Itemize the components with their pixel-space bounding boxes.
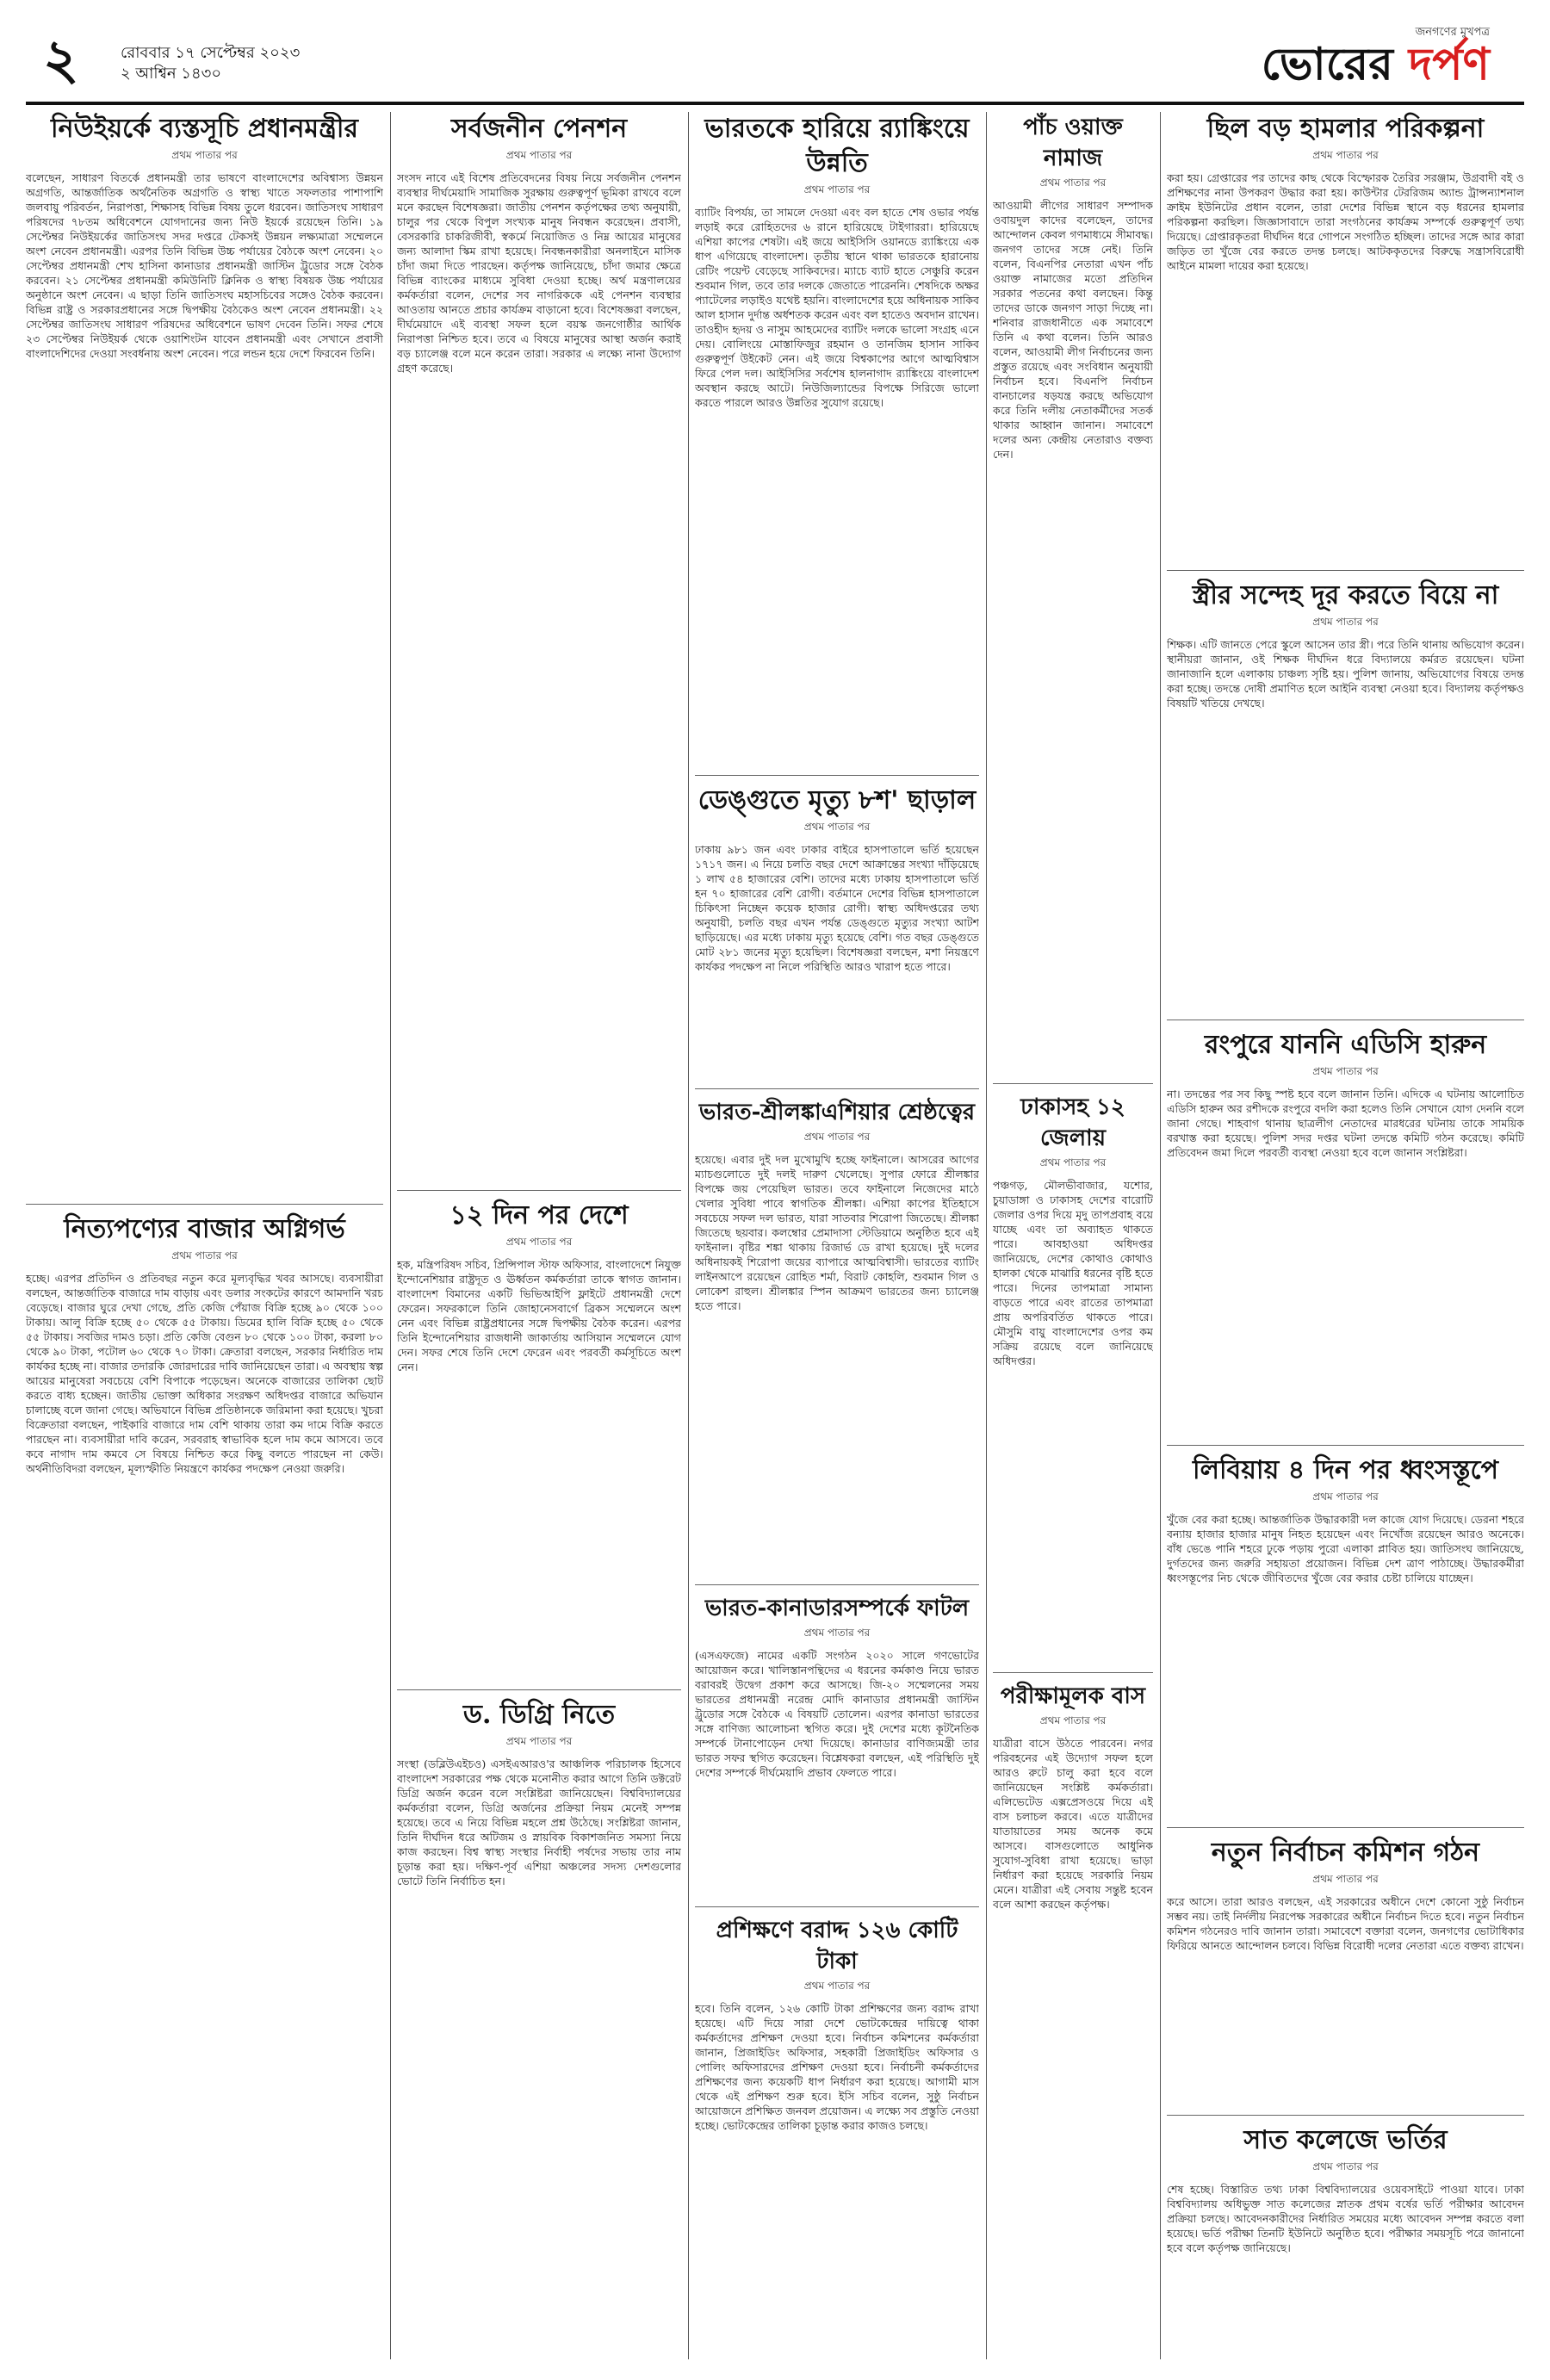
story-market-price	[26, 1212, 383, 2359]
story-body: হচ্ছে। এরপর প্রতিদিন ও প্রতিবছর নতুন করে মূল্যবৃদ্ধির খবর আসছে। ব্যবসায়ীরা বলছেন, আন্তর্জাতিক বাজারে দাম বাড়ায় এবং ডলার সংকটের কারণে আমদানি খরচ বেড়েছে। বাজার ঘুরে দেখা গেছে, প্রতি কেজি পেঁয়াজ বিক্রি হচ্ছে ৯০ থেকে ১০০ টাকায়। আলু বিক্রি হচ্ছে ৫০ থেকে ৫৫ টাকায়। ডিমের হালি বিক্রি হচ্ছে ৫০ থেকে ৫৫ টাকায়। সবজির দামও চড়া। প্রতি কেজি বেগুন ৮০ থেকে ১০০ টাকা, করলা ৮০ থেকে ৯০ টাকা, পটোল ৬০ থেকে ৭০ টাকা। ক্রেতারা বলছেন, সরকার নির্ধারিত দাম কার্যকর হচ্ছে না। বাজার তদারকি জোরদারের দাবি জানিয়েছেন তারা। এ অবস্থায় স্বল্প আয়ের মানুষেরা সবচেয়ে বেশি বিপাকে পড়েছেন। অনেকে বাজারের তালিকা ছোট করতে বাধ্য হচ্ছেন। জাতীয় ভোক্তা অধিকার সংরক্ষণ অধিদপ্তর বাজারে অভিযান চালাচ্ছে বলে জানা গেছে। অভিযানে বিভিন্ন প্রতিষ্ঠানকে জরিমানা করা হয়েছে। খুচরা বিক্রেতারা বলছেন, পাইকারি বাজারে দাম বেশি থাকায় তারা কম দামে বিক্রি করতে পারছেন না। ব্যবসায়ীরা দাবি করেন, সরবরাহ স্বাভাবিক হলে দাম কমে আসবে। তবে কবে নাগাদ দাম কমবে সে বিষয়ে নিশ্চিত করে কিছু বলতে পারছেন না কেউ। অর্থনীতিবিদরা বলছেন, মূল্যস্ফীতি নিয়ন্ত্রণে কার্যকর পদক্ষেপ নেওয়া জরুরি।	[26, 1272, 383, 1475]
column-rule	[1160, 112, 1161, 2359]
story-headline: ভারত-শ্রীলঙ্কাএশিয়ার শ্রেষ্ঠত্বের	[698, 1100, 976, 1125]
story-headline: সাত কলেজে ভর্তির	[1243, 2125, 1448, 2155]
story-seven-colleges	[1167, 2123, 1524, 2359]
story-kicker: প্রথম পাতার পর	[171, 149, 238, 161]
page-number: ২	[43, 28, 79, 92]
story-divider	[695, 1906, 979, 1907]
story-body: (এসএফজে) নামের একটি সংগঠন ২০২০ সালে গণভোটের আয়োজন করে। খালিস্তানপন্থিদের এ ধরনের কর্মকাণ্ড নিয়ে ভারত বরাবরই উদ্বেগ প্রকাশ করে আসছে। জি-২০ সম্মেলনের সময় ভারতের প্রধানমন্ত্রী নরেন্দ্র মোদি কানাডার প্রধানমন্ত্রী জাস্টিন ট্রুডোর সঙ্গে বৈঠকে এ বিষয়টি তোলেন। এরপর কানাডা ভারতের সঙ্গে বাণিজ্য আলোচনা স্থগিত করে। দুই দেশের মধ্যে কূটনৈতিক সম্পর্কে টানাপোড়েন দেখা দিয়েছে। কানাডার বাণিজ্যমন্ত্রী তার ভারত সফর স্থগিত করেছেন। বিশ্লেষকরা বলছেন, এই পরিস্থিতি দুই দেশের সম্পর্কে দীর্ঘমেয়াদি প্রভাব ফেলতে পারে।	[695, 1649, 979, 1779]
story-body: ঢাকায় ৯৮১ জন এবং ঢাকার বাইরে হাসপাতালে ভর্তি হয়েছেন ১৭১৭ জন। এ নিয়ে চলতি বছর দেশে আক্রান্তের সংখ্যা দাঁড়িয়েছে ১ লাখ ৫৪ হাজারের বেশি। তাদের মধ্যে ঢাকায় হাসপাতালে ভর্তি হন ৭০ হাজারের বেশি রোগী। বর্তমানে দেশের বিভিন্ন হাসপাতালে চিকিৎসা নিচ্ছেন কয়েক হাজার রোগী। স্বাস্থ্য অধিদপ্তরের তথ্য অনুযায়ী, চলতি বছর এখন পর্যন্ত ডেঙ্গুতে মৃত্যুর সংখ্যা আটশ ছাড়িয়েছে। এর মধ্যে ঢাকায় মৃত্যু হয়েছে বেশি। গত বছর ডেঙ্গুতে মোট ২৮১ জনের মৃত্যু হয়েছিল। বিশেষজ্ঞরা বলছেন, মশা নিয়ন্ত্রণে কার্যকর পদক্ষেপ না নিলে পরিস্থিতি আরও খারাপ হতে পারে।	[695, 843, 979, 973]
story-kicker: প্রথম পাতার পর	[803, 1627, 871, 1639]
story-body: শিক্ষক। এটি জানতে পেরে স্কুলে আসেন তার স্ত্রী। পরে তিনি থানায় অভিযোগ করেন। স্থানীয়রা জানান, ওই শিক্ষক দীর্ঘদিন ধরে বিদ্যালয়ে কর্মরত রয়েছেন। ঘটনা জানাজানি হলে এলাকায় চাঞ্চল্য সৃষ্টি হয়। পুলিশ জানায়, অভিযোগের বিষয়ে তদন্ত করা হচ্ছে। তদন্তে দোষী প্রমাণিত হলে আইনি ব্যবস্থা নেওয়া হবে। বিদ্যালয় কর্তৃপক্ষও বিষয়টি খতিয়ে দেখছে।	[1167, 638, 1524, 710]
story-kicker: প্রথম পাতার পর	[1312, 1491, 1379, 1503]
story-big-attack-plan	[1167, 112, 1524, 567]
story-body: আওয়ামী লীগের সাধারণ সম্পাদক ওবায়দুল কাদের বলেছেন, তাদের আন্দোলন কেবল গণমাধ্যমে সীমাবদ্ধ। জনগণ তাদের সঙ্গে নেই। তিনি বলেন, বিএনপির নেতারা এখন পাঁচ ওয়াক্ত নামাজের মতো প্রতিদিন সরকার পতনের কথা বলছেন। কিন্তু তাদের ডাকে জনগণ সাড়া দিচ্ছে না। শনিবার রাজধানীতে এক সমাবেশে তিনি এ কথা বলেন। তিনি আরও বলেন, আওয়ামী লীগ নির্বাচনের জন্য প্রস্তুত রয়েছে এবং সংবিধান অনুযায়ী নির্বাচন হবে। বিএনপি নির্বাচন বানচালের ষড়যন্ত্র করছে অভিযোগ করে তিনি দলীয় নেতাকর্মীদের সতর্ক থাকার আহ্বান জানান। সমাবেশে দলের অন্য কেন্দ্রীয় নেতারাও বক্তব্য দেন।	[993, 199, 1153, 461]
story-headline: ভারত-কানাডারসম্পর্কে ফাটল	[704, 1596, 970, 1621]
story-kicker: প্রথম পাতার পর	[171, 1249, 238, 1261]
story-body: না। তদন্তের পর সব কিছু স্পষ্ট হবে বলে জানান তিনি। এদিকে এ ঘটনায় আলোচিত এডিসি হারুন অর রশীদকে রংপুরে বদলি করা হলেও তিনি সেখানে যোগ দেননি বলে জানা গেছে। শাহবাগ থানায় ছাত্রলীগ নেতাদের মারধরের ঘটনায় তাকে সাময়িক বরখাস্ত করা হয়েছে। পুলিশ সদর দপ্তর ঘটনা তদন্তে কমিটি গঠন করেছে। কমিটি প্রতিবেদন জমা দিলে পরবর্তী ব্যবস্থা নেওয়া হবে বলে জানান সংশ্লিষ্টরা।	[1167, 1088, 1524, 1159]
story-headline: প্রশিক্ষণে বরাদ্দ ১২৬ কোটি টাকা	[716, 1918, 958, 1974]
story-kicker: প্রথম পাতার পর	[505, 149, 573, 161]
story-india-canada	[695, 1593, 979, 1903]
column-rule	[986, 112, 987, 2359]
masthead	[26, 17, 1524, 112]
brand-tagline: জনগণের মুখপত্র	[1415, 26, 1490, 39]
story-divider	[695, 775, 979, 776]
story-headline: স্ত্রীর সন্দেহ দূর করতে বিয়ে না	[1192, 580, 1499, 610]
story-dhaka-12-districts	[993, 1092, 1153, 1669]
story-new-ec	[1167, 1836, 1524, 2111]
masthead-divider	[26, 102, 1524, 105]
story-five-prayers	[993, 112, 1153, 1080]
story-libya-ruins	[1167, 1453, 1524, 1824]
story-body: পঞ্চগড়, মৌলভীবাজার, যশোর, চুয়াডাঙ্গা ও ঢাকাসহ দেশের বারোটি জেলার ওপর দিয়ে মৃদু তাপপ্রবাহ বয়ে যাচ্ছে এবং তা অব্যাহত থাকতে পারে। আবহাওয়া অধিদপ্তর জানিয়েছে, দেশের কোথাও কোথাও হালকা থেকে মাঝারি ধরনের বৃষ্টি হতে পারে। দিনের তাপমাত্রা সামান্য বাড়তে পারে এবং রাতের তাপমাত্রা প্রায় অপরিবর্তিত থাকতে পারে। মৌসুমি বায়ু বাংলাদেশের ওপর কম সক্রিয় রয়েছে বলে জানিয়েছে অধিদপ্তর।	[993, 1179, 1153, 1367]
story-body: হয়েছে। এবার দুই দল মুখোমুখি হচ্ছে ফাইনালে। আসরের আগের ম্যাচগুলোতে দুই দলই দারুণ খেলেছে। সুপার ফোরে শ্রীলঙ্কার বিপক্ষে জয় পেয়েছিল ভারত। তবে ফাইনালে নিজেদের মাঠে খেলার সুবিধা পাবে স্বাগতিক শ্রীলঙ্কা। এশিয়া কাপের ইতিহাসে সবচেয়ে সফল দল ভারত, যারা সাতবার শিরোপা জিতেছে। শ্রীলঙ্কা জিতেছে ছয়বার। কলম্বোর প্রেমাদাসা স্টেডিয়ামে অনুষ্ঠিত হবে এই ফাইনাল। বৃষ্টির শঙ্কা থাকায় রিজার্ভ ডে রাখা হয়েছে। দুই দলের অধিনায়কই শিরোপা জয়ের ব্যাপারে আত্মবিশ্বাসী। ভারতের ব্যাটিং লাইনআপে রয়েছেন রোহিত শর্মা, বিরাট কোহলি, শুবমান গিল ও লোকেশ রাহুল। শ্রীলঙ্কার স্পিন আক্রমণ ভারতের জন্য চ্যালেঞ্জ হতে পারে।	[695, 1153, 979, 1312]
column-rule	[390, 112, 391, 2359]
story-headline: লিবিয়ায় ৪ দিন পর ধ্বংসস্তূপে	[1193, 1455, 1498, 1485]
story-kicker: প্রথম পাতার পর	[1312, 2160, 1379, 2172]
newspaper-logo	[1261, 24, 1490, 90]
story-headline: ছিল বড় হামলার পরিকল্পনা	[1206, 114, 1485, 144]
story-headline: ডেঙ্গুতে মৃত্যু ৮শ' ছাড়াল	[698, 785, 976, 815]
story-kicker: প্রথম পাতার পর	[803, 183, 871, 195]
story-kicker: প্রথম পাতার পর	[505, 1735, 573, 1747]
story-training-budget	[695, 1915, 979, 2359]
story-experimental-bus	[993, 1681, 1153, 2359]
story-kicker: প্রথম পাতার পর	[1312, 616, 1379, 628]
story-body: ব্যাটিং বিপর্যয়, তা সামলে দেওয়া এবং বল হাতে শেষ ওভার পর্যন্ত লড়াই করে রোহিতদের ৬ রানে হারিয়েছে টাইগাররা। হারিয়েছে এশিয়া কাপের শেষটা। এই জয়ে আইসিসি ওয়ানডে র‌্যাঙ্কিংয়ে এক ধাপ এগিয়েছে বাংলাদেশ। তৃতীয় স্থানে থাকা ভারতকে হারানোয় রেটিং পয়েন্ট বেড়েছে সাকিবদের। ম্যাচে ব্যাট হাতে সেঞ্চুরি করেন শুবমান গিল, তবে তার দলকে জেতাতে পারেননি। শেষদিকে অক্ষর প্যাটেলের লড়াইও যথেষ্ট হয়নি। বাংলাদেশের হয়ে অধিনায়ক সাকিব আল হাসান দুর্দান্ত অর্ধশতক করেন এবং বল হাতেও অবদান রাখেন। তাওহীদ হৃদয় ও নাসুম আহমেদের ব্যাটিং দলকে ভালো সংগ্রহ এনে দেয়। বোলিংয়ে মোস্তাফিজুর রহমান ও তানজিম হাসান সাকিব গুরুত্বপূর্ণ উইকেট নেন। এই জয়ে বিশ্বকাপের আগে আত্মবিশ্বাস ফিরে পেল দল। আইসিসির সর্বশেষ হালনাগাদ র‌্যাঙ্কিংয়ে বাংলাদেশ অবস্থান করছে আটে। নিউজিল্যান্ডের বিপক্ষে সিরিজে ভালো করতে পারলে আরও উন্নতির সুযোগ রয়েছে।	[695, 206, 979, 409]
story-headline: ভারতকে হারিয়ে র‌্যাঙ্কিংয়ে উন্নতি	[704, 114, 970, 178]
story-body: হক, মন্ত্রিপরিষদ সচিব, প্রিন্সিপাল স্টাফ অফিসার, বাংলাদেশে নিযুক্ত ইন্দোনেশিয়ার রাষ্ট্রদূত ও ঊর্ধ্বতন কর্মকর্তারা তাকে স্বাগত জানান। বাংলাদেশ বিমানের একটি ভিভিআইপি ফ্লাইটে প্রধানমন্ত্রী দেশে ফেরেন। সফরকালে তিনি জোহানেসবার্গে ব্রিকস সম্মেলনে অংশ নেন এবং বিভিন্ন রাষ্ট্রপ্রধানের সঙ্গে দ্বিপক্ষীয় বৈঠক করেন। এরপর তিনি ইন্দোনেশিয়ার রাজধানী জাকার্তায় আসিয়ান সম্মেলনে যোগ দেন। সফর শেষে তিনি দেশে ফেরেন এবং পরবর্তী কর্মসূচিতে অংশ নেন।	[397, 1258, 681, 1373]
brand-name-part2: দর্পণ	[1392, 38, 1490, 90]
story-kicker: প্রথম পাতার পর	[1312, 149, 1379, 161]
story-headline: ১২ দিন পর দেশে	[450, 1200, 629, 1230]
brand-name	[1261, 38, 1490, 90]
story-divider	[1167, 1827, 1524, 1828]
story-sri-lanka	[695, 1097, 979, 1581]
story-headline: নিউইয়র্কে ব্যস্তসূচি প্রধানমন্ত্রীর	[50, 114, 358, 144]
story-divider	[695, 1088, 979, 1089]
story-body: হবে। তিনি বলেন, ১২৬ কোটি টাকা প্রশিক্ষণের জন্য বরাদ্দ রাখা হয়েছে। এটি দিয়ে সারা দেশে ভোটকেন্দ্রের দায়িত্বে থাকা কর্মকর্তাদের প্রশিক্ষণ দেওয়া হবে। নির্বাচন কমিশনের কর্মকর্তারা জানান, প্রিজাইডিং অফিসার, সহকারী প্রিজাইডিং অফিসার ও পোলিং অফিসারদের প্রশিক্ষণ দেওয়া হবে। নির্বাচনী কর্মকর্তাদের প্রশিক্ষণের জন্য কয়েকটি ধাপ নির্ধারণ করা হয়েছে। আগামী মাস থেকে এই প্রশিক্ষণ শুরু হবে। ইসি সচিব বলেন, সুষ্ঠু নির্বাচন আয়োজনে প্রশিক্ষিত জনবল প্রয়োজন। এ লক্ষ্যে সব প্রস্তুতি নেওয়া হচ্ছে। ভোটকেন্দ্রের তালিকা চূড়ান্ত করার কাজও চলছে।	[695, 2002, 979, 2132]
story-kicker: প্রথম পাতার পর	[803, 1131, 871, 1143]
story-body: খুঁজে বের করা হচ্ছে। আন্তর্জাতিক উদ্ধারকারী দল কাজে যোগ দিয়েছে। ডেরনা শহরে বন্যায় হাজার হাজার মানুষ নিহত হয়েছেন এবং নিখোঁজ রয়েছেন আরও অনেকে। বাঁধ ভেঙে পানি শহরে ঢুকে পড়ায় পুরো এলাকা প্লাবিত হয়। জাতিসংঘ জানিয়েছে, দুর্গতদের জন্য জরুরি সহায়তা প্রয়োজন। বিভিন্ন দেশ ত্রাণ পাঠাচ্ছে। উদ্ধারকর্মীরা ধ্বংসস্তূপের নিচ থেকে জীবিতদের খুঁজে বের করার চেষ্টা চালিয়ে যাচ্ছেন।	[1167, 1513, 1524, 1584]
story-divider	[1167, 1445, 1524, 1446]
story-doctorate	[397, 1698, 681, 2359]
story-pm-new-york	[26, 112, 383, 1201]
story-divider	[26, 1204, 383, 1205]
story-kicker: প্রথম পাতার পর	[1039, 1156, 1107, 1168]
story-divider	[993, 1672, 1153, 1673]
story-kicker: প্রথম পাতার পর	[1039, 1714, 1107, 1726]
story-kicker: প্রথম পাতার পর	[1312, 1065, 1379, 1077]
date-box	[121, 43, 379, 84]
story-body: সংসদ নাবে এই বিশেষ প্রতিবেদনের বিষয় নিয়ে সর্বজনীন পেনশন ব্যবস্থার দীর্ঘমেয়াদি সামাজিক সুরক্ষায় গুরুত্বপূর্ণ ভূমিকা রাখবে বলে মনে করছেন বিশেষজ্ঞরা। জাতীয় পেনশন কর্তৃপক্ষের তথ্য অনুযায়ী, চালুর পর থেকে বিপুল সংখ্যক মানুষ নিবন্ধন করেছেন। প্রবাসী, বেসরকারি চাকরিজীবী, স্বকর্মে নিয়োজিত ও নিম্ন আয়ের মানুষের জন্য আলাদা স্কিম রাখা হয়েছে। নিবন্ধনকারীরা অনলাইনে মাসিক চাঁদা জমা দিতে পারছেন। কর্তৃপক্ষ জানিয়েছে, চাঁদা জমার ক্ষেত্রে বিভিন্ন ব্যাংকের মাধ্যমে সুবিধা দেওয়া হচ্ছে। অর্থ মন্ত্রণালয়ের কর্মকর্তারা বলেন, দেশের সব নাগরিককে এই পেনশন ব্যবস্থার আওতায় আনতে প্রচার কার্যক্রম বাড়ানো হবে। বিশেষজ্ঞরা বলছেন, দীর্ঘমেয়াদে এই ব্যবস্থা সফল হলে বয়স্ক জনগোষ্ঠীর আর্থিক নিরাপত্তা নিশ্চিত হবে। তবে এ বিষয়ে মানুষের আস্থা অর্জন করাই বড় চ্যালেঞ্জ বলে মনে করেন তারা। সরকার এ লক্ষ্যে নানা উদ্যোগ গ্রহণ করেছে।	[397, 171, 681, 375]
story-pension	[397, 112, 681, 1187]
story-headline: ড. ডিগ্রি নিতে	[462, 1700, 616, 1730]
story-dengue	[695, 784, 979, 1085]
story-divider	[397, 1190, 681, 1191]
story-divider	[695, 1584, 979, 1585]
story-headline: পরীক্ষামূলক বাস	[1000, 1683, 1146, 1709]
story-headline: নিত্যপণ্যের বাজার অগ্নিগর্ভ	[64, 1214, 345, 1244]
date-gregorian: রোববার ১৭ সেপ্টেম্বর ২০২৩	[121, 44, 301, 62]
story-body: যাত্রীরা বাসে উঠতে পারবেন। নগর পরিবহনের এই উদ্যোগ সফল হলে আরও রুটে চালু করা হবে বলে জানিয়েছেন সংশ্লিষ্ট কর্মকর্তারা। এলিভেটেড এক্সপ্রেসওয়ে দিয়ে এই বাস চলাচল করবে। এতে যাত্রীদের যাতায়াতের সময় অনেক কমে আসবে। বাসগুলোতে আধুনিক সুযোগ-সুবিধা রাখা হয়েছে। ভাড়া নির্ধারণ করা হয়েছে সরকারি নিয়ম মেনে। যাত্রীরা এই সেবায় সন্তুষ্ট হবেন বলে আশা করছেন কর্তৃপক্ষ।	[993, 1737, 1153, 1911]
story-divider	[1167, 2115, 1524, 2116]
story-headline: নতুন নির্বাচন কমিশন গঠন	[1211, 1838, 1480, 1868]
story-body: সংস্থা (ডব্লিউএইচও) এসইএআরও'র আঞ্চলিক পরিচালক হিসেবে বাংলাদেশ সরকারের পক্ষ থেকে মনোনীত করার আগে তিনি ডক্টরেট ডিগ্রি অর্জন করেন বলে সংশ্লিষ্টরা জানিয়েছেন। বিশ্ববিদ্যালয়ের কর্মকর্তারা বলেন, ডিগ্রি অর্জনের প্রক্রিয়া নিয়ম মেনেই সম্পন্ন হয়েছে। তবে এ নিয়ে বিভিন্ন মহলে প্রশ্ন উঠেছে। সংশ্লিষ্টরা জানান, তিনি দীর্ঘদিন ধরে অটিজম ও স্নায়বিক বিকাশজনিত সমস্যা নিয়ে কাজ করছেন। বিশ্ব স্বাস্থ্য সংস্থার নির্বাহী পর্ষদের সভায় তার নাম চূড়ান্ত করা হয়। দক্ষিণ-পূর্ব এশিয়া অঞ্চলের সদস্য দেশগুলোর ভোটে তিনি নির্বাচিত হন।	[397, 1757, 681, 1887]
date-bangla: ২ আশ্বিন ১৪৩০	[121, 65, 222, 83]
article-grid	[26, 112, 1524, 2359]
story-kicker: প্রথম পাতার পর	[1039, 177, 1107, 189]
story-divider	[993, 1083, 1153, 1084]
story-body: করে আসে। তারা আরও বলছেন, এই সরকারের অধীনে দেশে কোনো সুষ্ঠু নির্বাচন সম্ভব নয়। তাই নির্দলীয় নিরপেক্ষ সরকারের অধীনে নির্বাচন দিতে হবে। নতুন নির্বাচন কমিশন গঠনেরও দাবি জানান তারা। সমাবেশে বক্তারা বলেন, জনগণের ভোটাধিকার ফিরিয়ে আনতে আন্দোলন চলবে। বিভিন্ন বিরোধী দলের নেতারা এতে বক্তব্য রাখেন।	[1167, 1895, 1524, 1952]
story-india-ranking	[695, 112, 979, 772]
story-kicker: প্রথম পাতার পর	[505, 1236, 573, 1248]
story-headline: সর্বজনীন পেনশন	[450, 114, 628, 144]
column-rule	[688, 112, 689, 2359]
story-headline: ঢাকাসহ ১২ জেলায়	[1020, 1094, 1125, 1151]
brand-name-part1: ভোরের	[1261, 38, 1393, 90]
story-kicker: প্রথম পাতার পর	[803, 1980, 871, 1992]
story-headline: পাঁচ ওয়াক্ত নামাজ	[1023, 115, 1123, 171]
story-divider	[1167, 570, 1524, 571]
story-kicker: প্রথম পাতার পর	[803, 821, 871, 833]
story-wife-suspicion	[1167, 579, 1524, 1016]
story-body: শেষ হচ্ছে। বিস্তারিত তথ্য ঢাকা বিশ্ববিদ্যালয়ের ওয়েবসাইটে পাওয়া যাবে। ঢাকা বিশ্ববিদ্যালয় অধিভুক্ত সাত কলেজের স্নাতক প্রথম বর্ষের ভর্তি পরীক্ষার আবেদন প্রক্রিয়া চলছে। আবেদনকারীদের নির্ধারিত সময়ের মধ্যে আবেদন সম্পন্ন করতে বলা হয়েছে। ভর্তি পরীক্ষা তিনটি ইউনিটে অনুষ্ঠিত হবে। পরীক্ষার সময়সূচি পরে জানানো হবে বলে কর্তৃপক্ষ জানিয়েছে।	[1167, 2183, 1524, 2254]
story-rangpur-harun	[1167, 1028, 1524, 1441]
story-kicker: প্রথম পাতার পর	[1312, 1873, 1379, 1885]
story-return-12-days	[397, 1199, 681, 1686]
story-headline: রংপুরে যাননি এডিসি হারুন	[1204, 1030, 1487, 1060]
story-divider	[397, 1689, 681, 1690]
story-body: করা হয়। গ্রেপ্তারের পর তাদের কাছ থেকে বিস্ফোরক তৈরির সরঞ্জাম, উগ্রবাদী বই ও প্রশিক্ষণের নানা উপকরণ উদ্ধার করা হয়। কাউন্টার টেররিজম অ্যান্ড ট্রান্সন্যাশনাল ক্রাইম ইউনিটের প্রধান বলেন, তারা দেশের বিভিন্ন স্থানে বড় ধরনের হামলার পরিকল্পনা করছিল। জিজ্ঞাসাবাদে তারা সংগঠনের কার্যক্রম সম্পর্কে গুরুত্বপূর্ণ তথ্য দিয়েছে। গ্রেপ্তারকৃতরা দীর্ঘদিন ধরে গোপনে সংগঠিত হচ্ছিল। তাদের সঙ্গে আর কারা জড়িত তা খুঁজে বের করতে তদন্ত চলছে। আটককৃতদের বিরুদ্ধে সন্ত্রাসবিরোধী আইনে মামলা দায়ের করা হয়েছে।	[1167, 171, 1524, 272]
story-body: বলেছেন, সাধারণ বিতর্কে প্রধানমন্ত্রী তার ভাষণে বাংলাদেশের অবিশ্বাস্য উন্নয়ন অগ্রগতি, আন্তর্জাতিক অর্থনৈতিক অগ্রগতি ও স্বাস্থ্য খাতে সফলতার পাশাপাশি জলবায়ু পরিবর্তন, নিরাপত্তা, শিক্ষাসহ বিভিন্ন বিষয় তুলে ধরবেন। জাতিসংঘ সাধারণ পরিষদের ৭৮তম অধিবেশনে যোগদানের জন্য নিউ ইয়র্কে রয়েছেন তিনি। ১৯ সেপ্টেম্বর নিউইয়র্কের জাতিসংঘ সদর দপ্তরে টেকসই উন্নয়ন লক্ষ্যমাত্রা সম্মেলনে অংশ নেবেন প্রধানমন্ত্রী। এরপর তিনি বিভিন্ন উচ্চ পর্যায়ের বৈঠকে অংশ নেবেন। ২০ সেপ্টেম্বর প্রধানমন্ত্রী শেখ হাসিনা কানাডার প্রধানমন্ত্রী জাস্টিন ট্রুডোর সঙ্গে বৈঠক করবেন। ২১ সেপ্টেম্বর প্রধানমন্ত্রী কমিউনিটি ক্লিনিক ও স্বাস্থ্য বিষয়ক উচ্চ পর্যায়ের অনুষ্ঠানে অংশ নেবেন। এ ছাড়া তিনি জাতিসংঘ মহাসচিবের সঙ্গেও বৈঠক করবেন। বিভিন্ন রাষ্ট্র ও সরকারপ্রধানের সঙ্গে দ্বিপক্ষীয় বৈঠকেও অংশ নেবেন প্রধানমন্ত্রী। ২২ সেপ্টেম্বর জাতিসংঘ সাধারণ পরিষদের অধিবেশনে ভাষণ দেবেন তিনি। সফর শেষে ২৩ সেপ্টেম্বর নিউইয়র্ক থেকে ওয়াশিংটন যাবেন প্রধানমন্ত্রী এবং সেখানে প্রবাসী বাংলাদেশিদের দেওয়া সংবর্ধনায় অংশ নেবেন। পরে লন্ডন হয়ে দেশে ফিরবেন তিনি।	[26, 171, 383, 360]
